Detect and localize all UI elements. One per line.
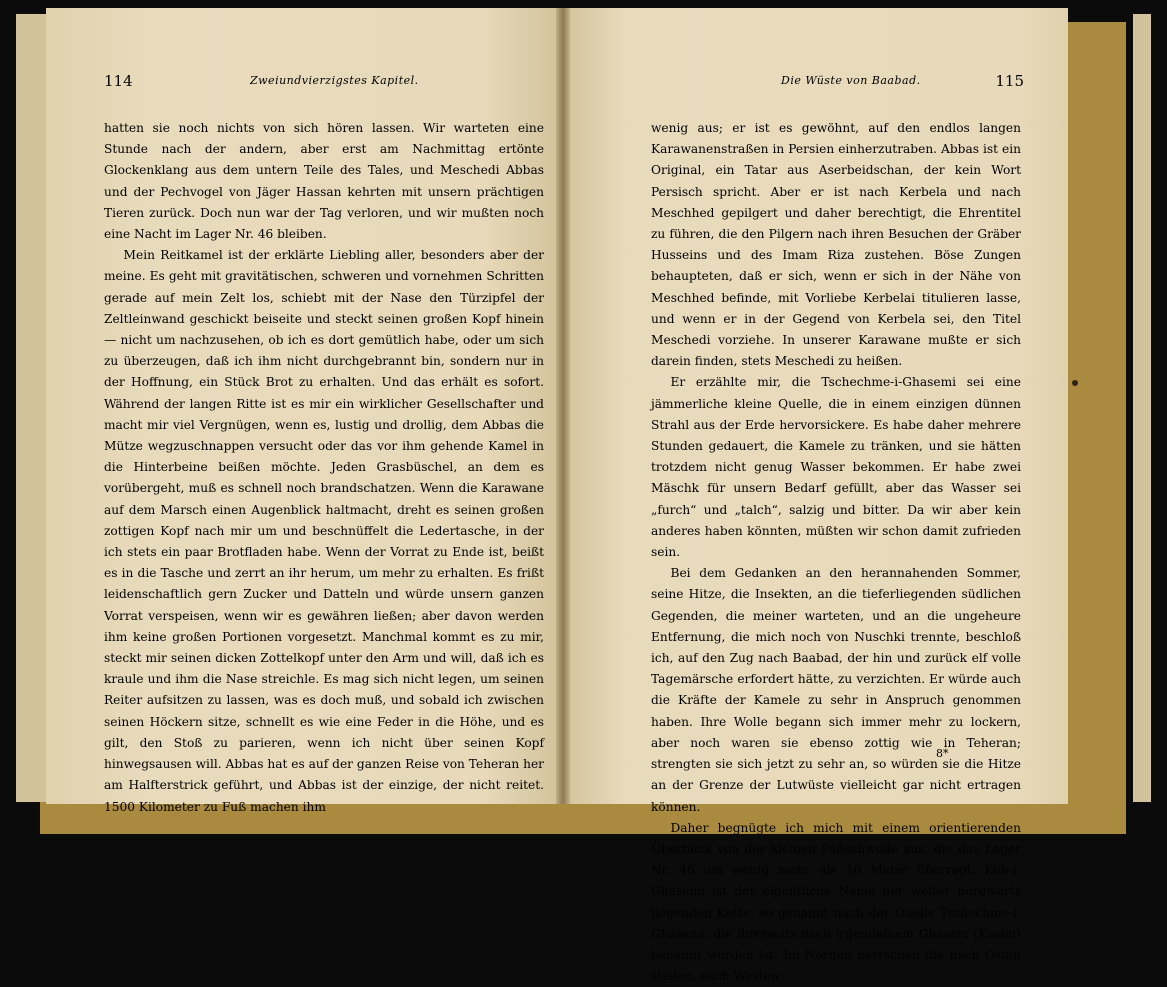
paragraph: Daher begnügte ich mich mit einem orientierenden Überblick von der kleinen Paßschwelle aus, die das Lager Nr. 46 um wenig mehr als 10 Meter überragt. Kuh-i-Ghasemi ist der eigentliche Name der weiter nordwärts liegenden Kette, so genannt nach der Quelle Tschechme-i-Ghasemi, die ihrerseits nach irgendeinem Ghasem (Kasim) benannt worden ist. Im Norden herrschen die nach Osten steilen, nach Westen bbox=[651, 820, 1021, 984]
paragraph: wenig aus; er ist es gewöhnt, auf den endlos langen Karawanenstraßen in Persien einherzutraben. Abbas ist ein Original, ein Tatar aus Aserbeidschan, der kein Wort Persisch spricht. Aber er ist nach Kerbela und nach Meschhed gepilgert und daher berechtigt, die Ehrentitel zu führen, die den Pilgern nach ihren Besuchen der Gräber Husseins und des Imam Riza zustehen. Böse Zungen behaupteten, daß er sich, wenn er sich in der Nähe von Meschhed befinde, mit Vorliebe Kerbelai titulieren lasse, und wenn er in der Gegend von Kerbela sei, den Titel Meschedi vorziehe. In unserer Karawane mußte er sich darein finden, stets Meschedi zu heißen. bbox=[651, 121, 1021, 369]
left-chapter-title: Zweiundvierzigstes Kapitel. bbox=[250, 74, 419, 87]
right-section-title: Die Wüste von Baabad. bbox=[781, 74, 921, 87]
right-page-number: 115 bbox=[995, 72, 1024, 90]
signature-mark: 8* bbox=[936, 747, 949, 760]
paragraph: Bei dem Gedanken an den herannahenden Sommer, seine Hitze, die Insekten, an die tieferliegenden südlichen Gegenden, die meiner warteten, und an die ungeheure Entfernung, die mich noch von Nuschki trennte, beschloß ich, auf den Zug nach Baabad, der hin und zurück elf volle Tagemärsche erfordert hätte, zu verzichten. Er würde auch die Kräfte der Kamele zu sehr in Anspruch genommen haben. Ihre Wolle begann sich immer mehr zu lockern, aber noch waren sie ebenso zottig wie in Teheran; strengten sie sich jetzt zu sehr an, so würden sie die Hitze an der Grenze der Lutwüste vielleicht gar nicht ertragen können. bbox=[651, 566, 1021, 814]
paragraph: hatten sie noch nichts von sich hören lassen. Wir warteten eine Stunde nach der andern, aber erst am Nachmittag ertönte Glockenklang aus dem untern Teile des Tales, und Meschedi Abbas und der Pechvogel von Jäger Hassan kehrten mit unsern prächtigen Tieren zurück. Doch nun war der Tag verloren, und wir mußten noch eine Nacht im Lager Nr. 46 bleiben. bbox=[104, 121, 544, 242]
left-running-head bbox=[104, 72, 544, 90]
left-page-number: 114 bbox=[104, 72, 133, 90]
paragraph: Mein Reitkamel ist der erklärte Liebling aller, besonders aber der meine. Es geht mit gravitätischen, schweren und vornehmen Schritten gerade auf mein Zelt los, schiebt mit der Nase den Türzipfel der Zeltleinwand geschickt beiseite und steckt seinen großen Kopf hinein — nicht um nachzusehen, ob ich es dort gemütlich habe, oder um sich zu überzeugen, daß ich ihm nicht durchgebrannt bin, sondern nur in der Hoffnung, ein Stück Brot zu erhalten. Und das erhält es sofort. Während der langen Ritte ist es mir ein wirklicher Gesellschafter und macht mir viel Vergnügen, wenn es, lustig und drollig, dem Abbas die Mütze wegzuschnappen versucht oder das vor ihm gehende Kamel in die Hinterbeine beißen möchte. Jeden Grasbüschel, an dem es vorübergeht, muß es schnell noch brandschatzen. Wenn die Karawane auf dem Marsch einen Augenblick haltmacht, dreht es seinen großen zottigen Kopf nach mir um und beschnüffelt die Ledertasche, in der ich stets ein paar Brotfladen habe. Wenn der Vorrat zu Ende ist, beißt es in die Tasche und zerrt an ihr herum, um mehr zu erhalten. Es frißt leidenschaftlich gern Zucker und Datteln und würde unsern ganzen Vorrat verspeisen, wenn wir es gewähren ließen; aber davon werden ihm keine großen Portionen vorgesetzt. Manchmal kommt es zu mir, steckt mir seinen dicken Zottelkopf unter den Arm und will, daß ich es kraule und ihm die Nase streichle. Es mag sich nicht legen, um seinen Reiter aufsitzen zu lassen, was es doch muß, und sobald ich zwischen seinen Höckern sitze, schnellt es wie eine Feder in die Höhe, und es gilt, den Stoß zu parieren, wenn ich nicht über seinen Kopf hinwegsausen will. Abbas hat es auf der ganzen Reise von Teheran her am Halfterstrick geführt, und Abbas ist der einzige, der nicht reitet. 1500 Kilometer zu Fuß machen ihm bbox=[104, 248, 544, 814]
page-edges-left bbox=[16, 14, 46, 802]
page-edges-right bbox=[1133, 14, 1151, 802]
paragraph: Er erzählte mir, die Tschechme-i-Ghasemi sei eine jämmerliche kleine Quelle, die in einem einzigen dünnen Strahl aus der Erde hervorsickere. Es habe daher mehrere Stunden gedauert, die Kamele zu tränken, und sie hätten trotzdem nicht genug Wasser bekommen. Er habe zwei Mäschk für unsern Bedarf gefüllt, aber das Wasser sei „furch“ und „talch“, salzig und bitter. Da wir aber kein anderes haben könnten, müßten wir schon damit zufrieden sein. bbox=[651, 375, 1021, 560]
left-body-text bbox=[104, 118, 544, 818]
ink-spot bbox=[1072, 380, 1078, 386]
book-gutter bbox=[556, 8, 570, 804]
right-body-text bbox=[651, 118, 1021, 987]
right-running-head bbox=[646, 72, 1024, 90]
